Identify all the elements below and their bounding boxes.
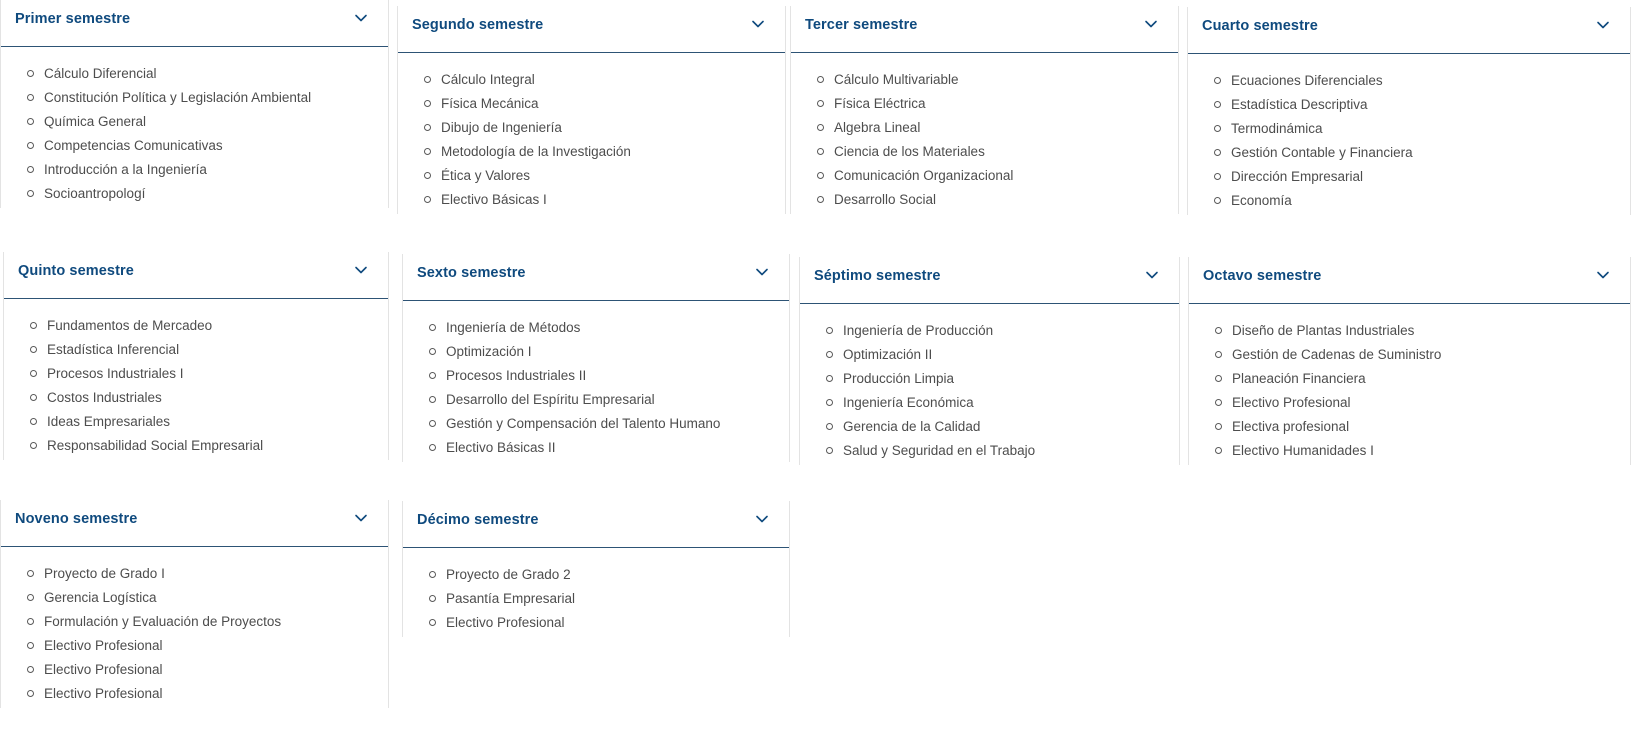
course-list-item: Física Mecánica bbox=[424, 94, 785, 118]
course-list-item: Proyecto de Grado 2 bbox=[429, 565, 789, 589]
semester-panel-6 bbox=[402, 254, 790, 462]
course-list-item: Diseño de Plantas Industriales bbox=[1215, 321, 1630, 345]
course-list-item: Dirección Empresarial bbox=[1214, 167, 1630, 191]
course-list-item: Cálculo Diferencial bbox=[27, 64, 388, 88]
course-list-item: Electivo Profesional bbox=[27, 636, 388, 660]
chevron-down-icon[interactable] bbox=[354, 12, 368, 24]
course-list-item: Salud y Seguridad en el Trabajo bbox=[826, 441, 1179, 465]
course-list-item: Comunicación Organizacional bbox=[817, 166, 1178, 190]
semester-panel-7 bbox=[799, 257, 1180, 465]
semester-header[interactable] bbox=[800, 257, 1179, 304]
semester-panel-1 bbox=[0, 0, 389, 208]
course-list-item: Responsabilidad Social Empresarial bbox=[30, 436, 388, 460]
course-list-item: Gestión Contable y Financiera bbox=[1214, 143, 1630, 167]
semester-title: Sexto semestre bbox=[417, 265, 526, 281]
course-list-item: Procesos Industriales II bbox=[429, 366, 789, 390]
course-list bbox=[1188, 54, 1630, 215]
course-list-item: Física Eléctrica bbox=[817, 94, 1178, 118]
course-list-item: Fundamentos de Mercadeo bbox=[30, 316, 388, 340]
course-list bbox=[1, 547, 388, 708]
semester-header[interactable] bbox=[1189, 257, 1630, 304]
course-list-item: Gerencia de la Calidad bbox=[826, 417, 1179, 441]
course-list-item: Cálculo Integral bbox=[424, 70, 785, 94]
course-list bbox=[1189, 304, 1630, 465]
course-list-item: Metodología de la Investigación bbox=[424, 142, 785, 166]
course-list-item: Optimización II bbox=[826, 345, 1179, 369]
course-list-item: Estadística Inferencial bbox=[30, 340, 388, 364]
course-list-item: Desarrollo Social bbox=[817, 190, 1178, 214]
course-list-item: Pasantía Empresarial bbox=[429, 589, 789, 613]
course-list-item: Ingeniería de Producción bbox=[826, 321, 1179, 345]
course-list-item: Estadística Descriptiva bbox=[1214, 95, 1630, 119]
course-list bbox=[800, 304, 1179, 465]
course-list-item: Electivo Básicas I bbox=[424, 190, 785, 214]
semester-title: Décimo semestre bbox=[417, 512, 539, 528]
chevron-down-icon[interactable] bbox=[1596, 19, 1610, 31]
course-list-item: Desarrollo del Espíritu Empresarial bbox=[429, 390, 789, 414]
chevron-down-icon[interactable] bbox=[751, 18, 765, 30]
semester-panel-8 bbox=[1188, 257, 1631, 465]
course-list-item: Electivo Humanidades I bbox=[1215, 441, 1630, 465]
course-list-item: Gestión y Compensación del Talento Humano bbox=[429, 414, 789, 438]
course-list-item: Electiva profesional bbox=[1215, 417, 1630, 441]
semester-title: Tercer semestre bbox=[805, 17, 918, 33]
course-list bbox=[403, 548, 789, 637]
course-list-item: Constitución Política y Legislación Ambiental bbox=[27, 88, 388, 112]
course-list-item: Electivo Profesional bbox=[27, 660, 388, 684]
semester-panel-3 bbox=[790, 6, 1179, 214]
course-list-item: Ingeniería Económica bbox=[826, 393, 1179, 417]
semester-title: Séptimo semestre bbox=[814, 268, 941, 284]
course-list-item: Ingeniería de Métodos bbox=[429, 318, 789, 342]
course-list-item: Producción Limpia bbox=[826, 369, 1179, 393]
chevron-down-icon[interactable] bbox=[1144, 18, 1158, 30]
course-list-item: Planeación Financiera bbox=[1215, 369, 1630, 393]
semester-header[interactable] bbox=[1188, 7, 1630, 54]
course-list-item: Termodinámica bbox=[1214, 119, 1630, 143]
chevron-down-icon[interactable] bbox=[354, 512, 368, 524]
semester-header[interactable] bbox=[403, 501, 789, 548]
semester-title: Quinto semestre bbox=[18, 263, 134, 279]
course-list-item: Introducción a la Ingeniería bbox=[27, 160, 388, 184]
course-list-item: Gerencia Logística bbox=[27, 588, 388, 612]
semester-panel-2 bbox=[397, 6, 786, 214]
semester-panel-5 bbox=[3, 252, 389, 460]
course-list-item: Algebra Lineal bbox=[817, 118, 1178, 142]
semester-header[interactable] bbox=[1, 0, 388, 47]
semester-header[interactable] bbox=[398, 6, 785, 53]
semester-title: Octavo semestre bbox=[1203, 268, 1322, 284]
course-list-item: Electivo Básicas II bbox=[429, 438, 789, 462]
course-list-item: Economía bbox=[1214, 191, 1630, 215]
semester-title: Primer semestre bbox=[15, 11, 131, 27]
semester-header[interactable] bbox=[4, 252, 388, 299]
semester-header[interactable] bbox=[1, 500, 388, 547]
course-list-item: Proyecto de Grado I bbox=[27, 564, 388, 588]
chevron-down-icon[interactable] bbox=[1145, 269, 1159, 281]
course-list-item: Dibujo de Ingeniería bbox=[424, 118, 785, 142]
semester-header[interactable] bbox=[403, 254, 789, 301]
course-list-item: Costos Industriales bbox=[30, 388, 388, 412]
chevron-down-icon[interactable] bbox=[755, 266, 769, 278]
semester-panel-9 bbox=[0, 500, 389, 708]
semester-header[interactable] bbox=[791, 6, 1178, 53]
course-list-item: Ciencia de los Materiales bbox=[817, 142, 1178, 166]
semester-title: Noveno semestre bbox=[15, 511, 138, 527]
course-list-item: Procesos Industriales I bbox=[30, 364, 388, 388]
chevron-down-icon[interactable] bbox=[1596, 269, 1610, 281]
course-list-item: Electivo Profesional bbox=[27, 684, 388, 708]
course-list-item: Ecuaciones Diferenciales bbox=[1214, 71, 1630, 95]
course-list-item: Gestión de Cadenas de Suministro bbox=[1215, 345, 1630, 369]
course-list-item: Cálculo Multivariable bbox=[817, 70, 1178, 94]
course-list-item: Formulación y Evaluación de Proyectos bbox=[27, 612, 388, 636]
course-list bbox=[1, 47, 388, 208]
course-list-item: Electivo Profesional bbox=[1215, 393, 1630, 417]
course-list-item: Ética y Valores bbox=[424, 166, 785, 190]
course-list-item: Optimización I bbox=[429, 342, 789, 366]
semester-panel-4 bbox=[1187, 7, 1631, 215]
course-list-item: Socioantropologí bbox=[27, 184, 388, 208]
chevron-down-icon[interactable] bbox=[755, 513, 769, 525]
course-list bbox=[4, 299, 388, 460]
course-list bbox=[791, 53, 1178, 214]
course-list-item: Electivo Profesional bbox=[429, 613, 789, 637]
chevron-down-icon[interactable] bbox=[354, 264, 368, 276]
course-list bbox=[398, 53, 785, 214]
semester-title: Segundo semestre bbox=[412, 17, 544, 33]
course-list-item: Ideas Empresariales bbox=[30, 412, 388, 436]
course-list bbox=[403, 301, 789, 462]
course-list-item: Competencias Comunicativas bbox=[27, 136, 388, 160]
semester-panel-10 bbox=[402, 501, 790, 637]
course-list-item: Química General bbox=[27, 112, 388, 136]
semester-title: Cuarto semestre bbox=[1202, 18, 1318, 34]
